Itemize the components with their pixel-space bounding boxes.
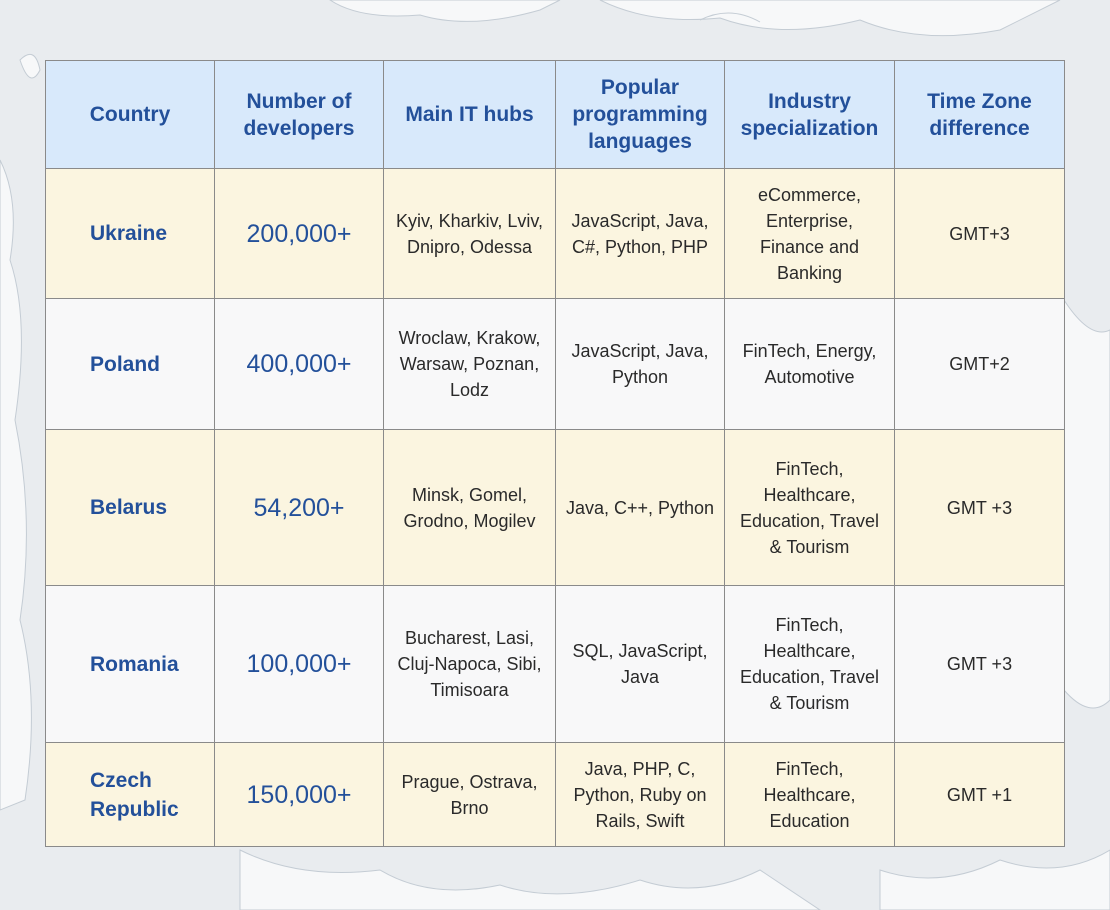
industry-cell: FinTech, Healthcare, Education, Travel & Tourism bbox=[725, 430, 895, 586]
timezone-cell: GMT+2 bbox=[895, 299, 1065, 430]
country-cell: Czech Republic bbox=[46, 743, 215, 847]
languages-cell: JavaScript, Java, Python bbox=[556, 299, 725, 430]
header-industry: Industry specialization bbox=[725, 61, 895, 169]
hubs-cell: Wroclaw, Krakow, Warsaw, Poznan, Lodz bbox=[384, 299, 556, 430]
developers-cell: 400,000+ bbox=[215, 299, 384, 430]
timezone-cell: GMT +1 bbox=[895, 743, 1065, 847]
industry-cell: FinTech, Energy, Automotive bbox=[725, 299, 895, 430]
header-developers: Number of developers bbox=[215, 61, 384, 169]
country-cell: Belarus bbox=[46, 430, 215, 586]
languages-cell: Java, PHP, C, Python, Ruby on Rails, Swift bbox=[556, 743, 725, 847]
header-languages: Popular programming languages bbox=[556, 61, 725, 169]
table-row bbox=[46, 743, 1065, 847]
industry-cell: FinTech, Healthcare, Education, Travel & Tourism bbox=[725, 586, 895, 743]
hubs-cell: Prague, Ostrava, Brno bbox=[384, 743, 556, 847]
table-row bbox=[46, 169, 1065, 299]
industry-cell: eCommerce, Enterprise, Finance and Banking bbox=[725, 169, 895, 299]
table-header-row bbox=[46, 61, 1065, 169]
country-cell: Ukraine bbox=[46, 169, 215, 299]
hubs-cell: Minsk, Gomel, Grodno, Mogilev bbox=[384, 430, 556, 586]
table-row bbox=[46, 430, 1065, 586]
hubs-cell: Bucharest, Lasi, Cluj-Napoca, Sibi, Timisoara bbox=[384, 586, 556, 743]
header-it-hubs: Main IT hubs bbox=[384, 61, 556, 169]
it-outsourcing-comparison-table bbox=[45, 60, 1064, 847]
country-cell: Romania bbox=[46, 586, 215, 743]
timezone-cell: GMT +3 bbox=[895, 586, 1065, 743]
country-cell: Poland bbox=[46, 299, 215, 430]
industry-cell: FinTech, Healthcare, Education bbox=[725, 743, 895, 847]
timezone-cell: GMT+3 bbox=[895, 169, 1065, 299]
hubs-cell: Kyiv, Kharkiv, Lviv, Dnipro, Odessa bbox=[384, 169, 556, 299]
developers-cell: 54,200+ bbox=[215, 430, 384, 586]
developers-cell: 200,000+ bbox=[215, 169, 384, 299]
timezone-cell: GMT +3 bbox=[895, 430, 1065, 586]
table-row bbox=[46, 299, 1065, 430]
developers-cell: 100,000+ bbox=[215, 586, 384, 743]
languages-cell: JavaScript, Java, C#, Python, PHP bbox=[556, 169, 725, 299]
languages-cell: Java, C++, Python bbox=[556, 430, 725, 586]
header-timezone: Time Zone difference bbox=[895, 61, 1065, 169]
languages-cell: SQL, JavaScript, Java bbox=[556, 586, 725, 743]
header-country: Country bbox=[46, 61, 215, 169]
table-row bbox=[46, 586, 1065, 743]
developers-cell: 150,000+ bbox=[215, 743, 384, 847]
